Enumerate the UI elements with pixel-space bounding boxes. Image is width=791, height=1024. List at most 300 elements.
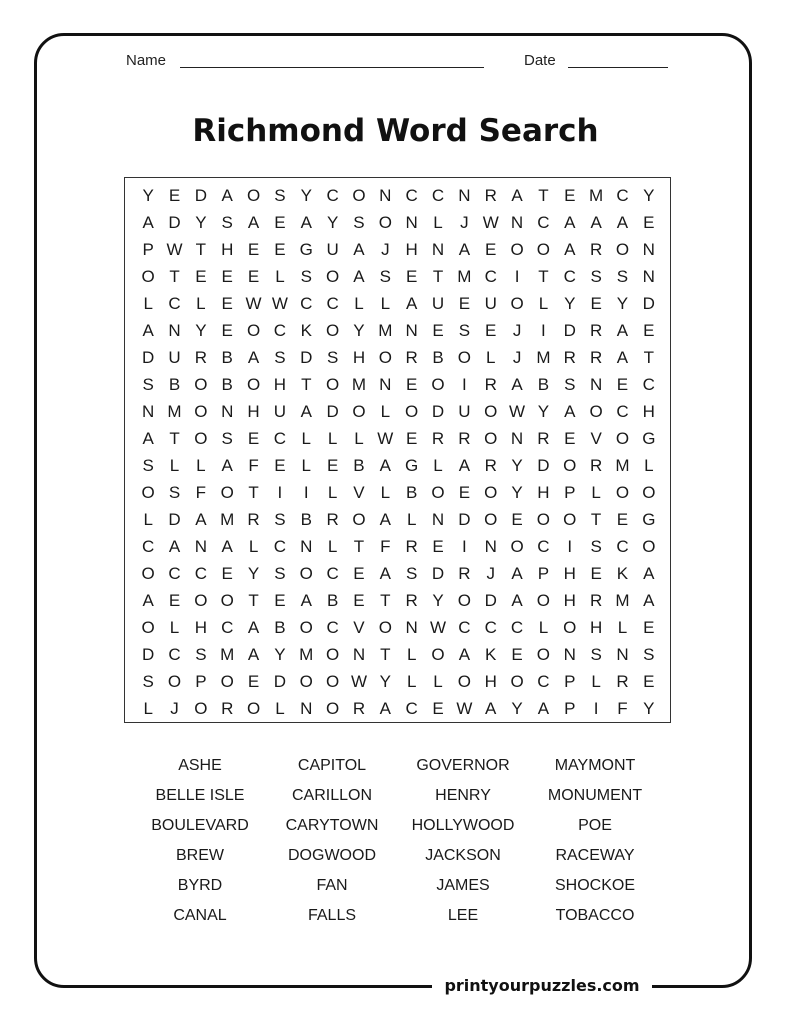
grid-letter[interactable]: A — [379, 509, 391, 529]
grid-letter[interactable]: E — [353, 590, 365, 610]
grid-letter[interactable]: O — [246, 185, 261, 205]
grid-letter[interactable]: O — [167, 671, 182, 691]
grid-letter[interactable]: E — [247, 671, 260, 691]
grid-letter[interactable]: C — [616, 401, 629, 421]
grid-letter[interactable]: N — [431, 509, 445, 529]
grid-letter[interactable]: M — [220, 644, 235, 664]
grid-letter[interactable]: C — [537, 536, 550, 556]
grid-letter[interactable]: L — [354, 293, 364, 313]
grid-letter[interactable]: L — [485, 347, 496, 367]
grid-letter[interactable]: C — [458, 617, 471, 637]
grid-letter[interactable]: A — [458, 455, 471, 475]
grid-letter[interactable]: T — [380, 590, 391, 610]
grid-letter[interactable]: L — [538, 293, 549, 313]
grid-letter[interactable]: L — [354, 428, 364, 448]
grid-letter[interactable]: P — [564, 482, 576, 502]
grid-letter[interactable]: E — [221, 293, 233, 313]
grid-letter[interactable]: K — [616, 563, 629, 583]
grid-letter[interactable]: A — [564, 401, 576, 421]
grid-letter[interactable]: G — [299, 239, 313, 259]
grid-letter[interactable]: O — [299, 617, 313, 637]
grid-letter[interactable]: A — [300, 590, 312, 610]
grid-letter[interactable]: L — [644, 455, 654, 475]
grid-letter[interactable]: A — [142, 320, 154, 340]
grid-letter[interactable]: E — [274, 590, 286, 610]
grid-letter[interactable]: E — [247, 266, 260, 286]
grid-letter[interactable]: N — [142, 401, 155, 421]
grid-letter[interactable]: L — [143, 293, 153, 313]
grid-letter[interactable]: A — [643, 563, 655, 583]
grid-letter[interactable]: A — [564, 239, 576, 259]
grid-letter[interactable]: O — [536, 509, 551, 529]
grid-letter[interactable]: O — [326, 374, 340, 394]
grid-letter[interactable]: D — [326, 401, 339, 421]
grid-letter[interactable]: L — [196, 455, 206, 475]
grid-letter[interactable]: L — [169, 617, 180, 637]
grid-letter[interactable]: A — [458, 644, 471, 664]
grid-letter[interactable]: O — [326, 698, 340, 718]
grid-letter[interactable]: Y — [326, 212, 339, 232]
grid-letter[interactable]: O — [431, 482, 445, 502]
grid-letter[interactable]: E — [643, 617, 655, 637]
grid-letter[interactable]: S — [142, 671, 154, 691]
grid-letter[interactable]: S — [326, 347, 339, 367]
grid-letter[interactable]: W — [509, 401, 526, 421]
grid-letter[interactable]: L — [380, 401, 391, 421]
grid-letter[interactable]: C — [273, 428, 287, 448]
grid-letter[interactable]: N — [221, 401, 234, 421]
grid-letter[interactable]: T — [169, 428, 180, 448]
grid-letter[interactable]: H — [642, 401, 655, 421]
grid-letter[interactable]: O — [141, 482, 155, 502]
grid-letter[interactable]: M — [299, 644, 314, 664]
grid-letter[interactable]: S — [274, 347, 286, 367]
grid-letter[interactable]: C — [405, 185, 418, 205]
grid-letter[interactable]: W — [429, 617, 447, 637]
grid-letter[interactable]: N — [589, 374, 603, 394]
grid-letter[interactable]: O — [510, 293, 524, 313]
grid-letter[interactable]: N — [642, 266, 655, 286]
grid-letter[interactable]: T — [169, 266, 180, 286]
grid-letter[interactable]: E — [221, 563, 233, 583]
grid-letter[interactable]: M — [615, 455, 630, 475]
grid-letter[interactable]: O — [510, 239, 524, 259]
grid-letter[interactable]: P — [537, 563, 550, 583]
grid-letter[interactable]: A — [564, 212, 576, 232]
grid-letter[interactable]: I — [514, 266, 520, 286]
grid-letter[interactable]: L — [301, 455, 311, 475]
grid-letter[interactable]: Y — [511, 698, 523, 718]
grid-letter[interactable]: E — [274, 212, 286, 232]
grid-letter[interactable]: O — [563, 455, 577, 475]
grid-letter[interactable]: O — [246, 374, 261, 394]
grid-letter[interactable]: O — [457, 671, 471, 691]
grid-letter[interactable]: S — [379, 266, 391, 286]
grid-letter[interactable]: L — [327, 482, 338, 502]
grid-letter[interactable]: I — [567, 536, 573, 556]
grid-letter[interactable]: C — [221, 617, 234, 637]
grid-letter[interactable]: B — [353, 455, 365, 475]
grid-letter[interactable]: C — [616, 185, 629, 205]
grid-letter[interactable]: D — [563, 320, 576, 340]
grid-letter[interactable]: R — [563, 347, 576, 367]
grid-letter[interactable]: F — [195, 482, 207, 502]
grid-letter[interactable]: L — [380, 482, 391, 502]
grid-letter[interactable]: K — [485, 644, 497, 664]
grid-letter[interactable]: C — [642, 374, 655, 394]
grid-letter[interactable]: O — [220, 590, 234, 610]
grid-letter[interactable]: O — [484, 401, 498, 421]
grid-letter[interactable]: O — [326, 266, 340, 286]
grid-letter[interactable]: O — [615, 482, 630, 502]
grid-letter[interactable]: V — [353, 482, 365, 502]
grid-letter[interactable]: O — [378, 617, 392, 637]
grid-letter[interactable]: A — [379, 563, 391, 583]
grid-letter[interactable]: Y — [353, 320, 365, 340]
grid-letter[interactable]: A — [221, 185, 233, 205]
grid-letter[interactable]: D — [142, 644, 155, 664]
grid-letter[interactable]: S — [195, 644, 207, 664]
grid-letter[interactable]: C — [168, 563, 181, 583]
grid-letter[interactable]: L — [196, 293, 206, 313]
grid-letter[interactable]: S — [168, 482, 181, 502]
grid-letter[interactable]: N — [510, 428, 524, 448]
grid-letter[interactable]: O — [642, 482, 656, 502]
grid-letter[interactable]: A — [485, 698, 497, 718]
grid-letter[interactable]: R — [405, 536, 418, 556]
grid-letter[interactable]: R — [326, 509, 339, 529]
grid-letter[interactable]: A — [511, 563, 523, 583]
grid-letter[interactable]: E — [221, 266, 233, 286]
grid-letter[interactable]: O — [405, 401, 419, 421]
grid-letter[interactable]: A — [168, 536, 181, 556]
grid-letter[interactable]: Y — [537, 401, 550, 421]
grid-letter[interactable]: R — [589, 239, 603, 259]
grid-letter[interactable]: O — [326, 644, 340, 664]
grid-letter[interactable]: S — [590, 266, 602, 286]
grid-letter[interactable]: O — [246, 320, 261, 340]
grid-letter[interactable]: L — [591, 482, 601, 502]
grid-letter[interactable]: C — [405, 698, 418, 718]
grid-letter[interactable]: J — [486, 563, 495, 583]
grid-letter[interactable]: J — [512, 347, 522, 367]
grid-letter[interactable]: T — [380, 644, 391, 664]
grid-letter[interactable]: U — [168, 347, 181, 367]
grid-letter[interactable]: D — [431, 563, 445, 583]
grid-letter[interactable]: D — [168, 509, 181, 529]
grid-letter[interactable]: E — [643, 671, 655, 691]
grid-letter[interactable]: O — [589, 401, 603, 421]
grid-letter[interactable]: O — [352, 401, 366, 421]
grid-letter[interactable]: O — [299, 563, 313, 583]
grid-letter[interactable]: H — [352, 347, 366, 367]
grid-letter[interactable]: C — [484, 266, 497, 286]
grid-letter[interactable]: J — [381, 239, 390, 259]
grid-letter[interactable]: N — [379, 374, 392, 394]
grid-letter[interactable]: T — [643, 347, 655, 367]
grid-letter[interactable]: R — [537, 428, 550, 448]
grid-letter[interactable]: O — [484, 482, 498, 502]
grid-letter[interactable]: L — [433, 671, 443, 691]
grid-letter[interactable]: L — [143, 509, 153, 529]
grid-letter[interactable]: U — [484, 293, 497, 313]
grid-letter[interactable]: O — [141, 266, 155, 286]
grid-letter[interactable]: E — [168, 590, 181, 610]
grid-letter[interactable]: A — [353, 266, 365, 286]
grid-letter[interactable]: B — [432, 347, 444, 367]
grid-letter[interactable]: J — [512, 320, 522, 340]
grid-letter[interactable]: S — [221, 428, 233, 448]
grid-letter[interactable]: E — [511, 509, 523, 529]
grid-letter[interactable]: Y — [643, 698, 655, 718]
grid-letter[interactable]: E — [511, 644, 523, 664]
grid-letter[interactable]: R — [589, 347, 603, 367]
grid-letter[interactable]: P — [564, 671, 576, 691]
grid-letter[interactable]: W — [377, 428, 394, 448]
grid-letter[interactable]: R — [589, 590, 603, 610]
grid-letter[interactable]: O — [194, 374, 208, 394]
grid-letter[interactable]: Y — [564, 293, 576, 313]
grid-letter[interactable]: I — [541, 320, 546, 340]
grid-letter[interactable]: H — [484, 671, 497, 691]
grid-letter[interactable]: W — [271, 293, 288, 313]
grid-letter[interactable]: Y — [247, 563, 260, 583]
grid-letter[interactable]: M — [220, 509, 235, 529]
grid-letter[interactable]: A — [353, 239, 365, 259]
grid-letter[interactable]: D — [642, 293, 655, 313]
grid-letter[interactable]: R — [458, 428, 471, 448]
grid-letter[interactable]: B — [300, 509, 312, 529]
grid-letter[interactable]: C — [431, 185, 445, 205]
grid-letter[interactable]: R — [484, 185, 497, 205]
grid-letter[interactable]: L — [433, 455, 443, 475]
grid-letter[interactable]: O — [194, 698, 208, 718]
grid-letter[interactable]: W — [482, 212, 499, 232]
grid-letter[interactable]: H — [194, 617, 207, 637]
grid-letter[interactable]: L — [327, 428, 338, 448]
grid-letter[interactable]: L — [406, 671, 417, 691]
grid-letter[interactable]: O — [431, 644, 445, 664]
grid-letter[interactable]: O — [510, 536, 524, 556]
grid-letter[interactable]: C — [537, 671, 550, 691]
grid-letter[interactable]: W — [350, 671, 367, 691]
grid-letter[interactable]: R — [194, 347, 207, 367]
grid-letter[interactable]: Y — [616, 293, 629, 313]
grid-letter[interactable]: D — [142, 347, 155, 367]
grid-letter[interactable]: N — [405, 212, 418, 232]
grid-letter[interactable]: D — [484, 590, 497, 610]
grid-letter[interactable]: L — [406, 644, 417, 664]
grid-letter[interactable]: R — [352, 698, 366, 718]
grid-letter[interactable]: A — [616, 347, 629, 367]
grid-letter[interactable]: H — [221, 239, 234, 259]
grid-letter[interactable]: O — [431, 374, 445, 394]
grid-letter[interactable]: D — [168, 212, 181, 232]
grid-letter[interactable]: L — [591, 671, 601, 691]
grid-letter[interactable]: E — [406, 266, 418, 286]
grid-letter[interactable]: T — [248, 590, 259, 610]
grid-letter[interactable]: G — [405, 455, 419, 475]
grid-letter[interactable]: A — [511, 374, 523, 394]
grid-letter[interactable]: O — [220, 671, 234, 691]
grid-letter[interactable]: C — [300, 293, 313, 313]
grid-letter[interactable]: R — [247, 509, 260, 529]
grid-letter[interactable]: E — [221, 320, 233, 340]
grid-letter[interactable]: N — [563, 644, 576, 664]
grid-letter[interactable]: N — [405, 320, 418, 340]
grid-letter[interactable]: A — [221, 536, 233, 556]
grid-letter[interactable]: E — [195, 266, 207, 286]
grid-letter[interactable]: E — [616, 374, 629, 394]
grid-letter[interactable]: A — [616, 212, 629, 232]
grid-letter[interactable]: F — [617, 698, 628, 718]
grid-letter[interactable]: C — [194, 563, 207, 583]
grid-letter[interactable]: S — [274, 509, 286, 529]
grid-letter[interactable]: B — [274, 617, 286, 637]
grid-letter[interactable]: H — [247, 401, 260, 421]
grid-letter[interactable]: O — [194, 401, 208, 421]
grid-letter[interactable]: Y — [300, 185, 312, 205]
grid-letter[interactable]: D — [300, 347, 313, 367]
grid-letter[interactable]: L — [380, 293, 391, 313]
grid-letter[interactable]: N — [168, 320, 181, 340]
grid-letter[interactable]: E — [643, 320, 655, 340]
grid-letter[interactable]: L — [169, 455, 180, 475]
grid-letter[interactable]: E — [432, 698, 444, 718]
grid-letter[interactable]: A — [300, 212, 312, 232]
grid-letter[interactable]: J — [460, 212, 469, 232]
grid-letter[interactable]: C — [273, 320, 287, 340]
grid-letter[interactable]: W — [456, 698, 473, 718]
grid-letter[interactable]: T — [538, 266, 549, 286]
grid-letter[interactable]: M — [589, 185, 604, 205]
grid-letter[interactable]: U — [458, 401, 471, 421]
grid-letter[interactable]: N — [431, 239, 445, 259]
grid-letter[interactable]: A — [142, 428, 154, 448]
grid-letter[interactable]: E — [432, 320, 444, 340]
grid-letter[interactable]: E — [432, 536, 444, 556]
grid-letter[interactable]: Y — [643, 185, 655, 205]
grid-letter[interactable]: T — [432, 266, 444, 286]
grid-letter[interactable]: A — [142, 590, 154, 610]
grid-letter[interactable]: C — [168, 644, 181, 664]
grid-letter[interactable]: O — [194, 428, 208, 448]
grid-letter[interactable]: E — [564, 185, 576, 205]
grid-letter[interactable]: C — [168, 293, 181, 313]
grid-letter[interactable]: A — [458, 239, 471, 259]
grid-letter[interactable]: S — [590, 644, 602, 664]
grid-letter[interactable]: R — [458, 563, 471, 583]
grid-letter[interactable]: R — [616, 671, 629, 691]
grid-letter[interactable]: E — [616, 509, 629, 529]
grid-letter[interactable]: H — [405, 239, 418, 259]
grid-letter[interactable]: O — [326, 320, 340, 340]
grid-letter[interactable]: L — [143, 698, 153, 718]
grid-letter[interactable]: D — [431, 401, 445, 421]
grid-letter[interactable]: S — [406, 563, 418, 583]
grid-letter[interactable]: N — [300, 536, 313, 556]
grid-letter[interactable]: I — [462, 536, 467, 556]
grid-letter[interactable]: E — [326, 455, 339, 475]
grid-letter[interactable]: S — [274, 185, 286, 205]
grid-letter[interactable]: D — [537, 455, 550, 475]
grid-letter[interactable]: F — [248, 455, 259, 475]
grid-letter[interactable]: R — [589, 320, 603, 340]
grid-letter[interactable]: O — [563, 617, 577, 637]
grid-letter[interactable]: O — [194, 590, 208, 610]
grid-letter[interactable]: Y — [142, 185, 154, 205]
grid-letter[interactable]: S — [590, 536, 602, 556]
grid-letter[interactable]: O — [378, 212, 392, 232]
grid-letter[interactable]: A — [195, 509, 207, 529]
grid-letter[interactable]: N — [379, 185, 392, 205]
grid-letter[interactable]: M — [167, 401, 182, 421]
name-field[interactable] — [180, 67, 484, 68]
grid-letter[interactable]: B — [537, 374, 550, 394]
grid-letter[interactable]: H — [589, 617, 603, 637]
grid-letter[interactable]: T — [590, 509, 602, 529]
grid-letter[interactable]: W — [166, 239, 183, 259]
grid-letter[interactable]: C — [142, 536, 155, 556]
grid-letter[interactable]: S — [300, 266, 312, 286]
grid-letter[interactable]: M — [536, 347, 551, 367]
grid-letter[interactable]: Y — [195, 320, 207, 340]
grid-letter[interactable]: P — [564, 698, 576, 718]
grid-letter[interactable]: R — [405, 590, 418, 610]
grid-letter[interactable]: O — [378, 347, 392, 367]
grid-letter[interactable]: O — [299, 671, 313, 691]
grid-letter[interactable]: A — [590, 212, 602, 232]
grid-letter[interactable]: S — [616, 266, 629, 286]
grid-letter[interactable]: L — [406, 509, 417, 529]
grid-letter[interactable]: A — [379, 698, 391, 718]
grid-letter[interactable]: L — [617, 617, 628, 637]
grid-letter[interactable]: H — [563, 563, 576, 583]
grid-letter[interactable]: V — [353, 617, 365, 637]
grid-letter[interactable]: A — [643, 590, 655, 610]
grid-letter[interactable]: N — [484, 536, 497, 556]
grid-letter[interactable]: K — [300, 320, 312, 340]
grid-letter[interactable]: O — [352, 509, 366, 529]
grid-letter[interactable]: R — [589, 455, 603, 475]
grid-letter[interactable]: C — [326, 293, 339, 313]
grid-letter[interactable]: Y — [511, 455, 523, 475]
grid-letter[interactable]: O — [326, 671, 340, 691]
grid-letter[interactable]: V — [590, 428, 602, 448]
grid-letter[interactable]: C — [537, 212, 550, 232]
grid-letter[interactable]: C — [484, 617, 497, 637]
grid-letter[interactable]: A — [616, 320, 629, 340]
grid-letter[interactable]: E — [590, 293, 602, 313]
grid-letter[interactable]: N — [405, 617, 418, 637]
grid-letter[interactable]: P — [142, 239, 154, 259]
grid-letter[interactable]: S — [458, 320, 471, 340]
grid-letter[interactable]: E — [406, 428, 418, 448]
grid-letter[interactable]: O — [642, 536, 656, 556]
grid-letter[interactable]: R — [221, 698, 234, 718]
grid-letter[interactable]: B — [326, 590, 339, 610]
grid-letter[interactable]: A — [247, 617, 260, 637]
grid-letter[interactable]: T — [353, 536, 365, 556]
grid-letter[interactable]: A — [406, 293, 418, 313]
grid-letter[interactable]: P — [195, 671, 207, 691]
grid-letter[interactable]: O — [484, 509, 498, 529]
grid-letter[interactable]: N — [510, 212, 524, 232]
grid-letter[interactable]: E — [590, 563, 602, 583]
grid-letter[interactable]: S — [142, 374, 154, 394]
grid-letter[interactable]: L — [248, 536, 259, 556]
grid-letter[interactable]: I — [277, 482, 283, 502]
